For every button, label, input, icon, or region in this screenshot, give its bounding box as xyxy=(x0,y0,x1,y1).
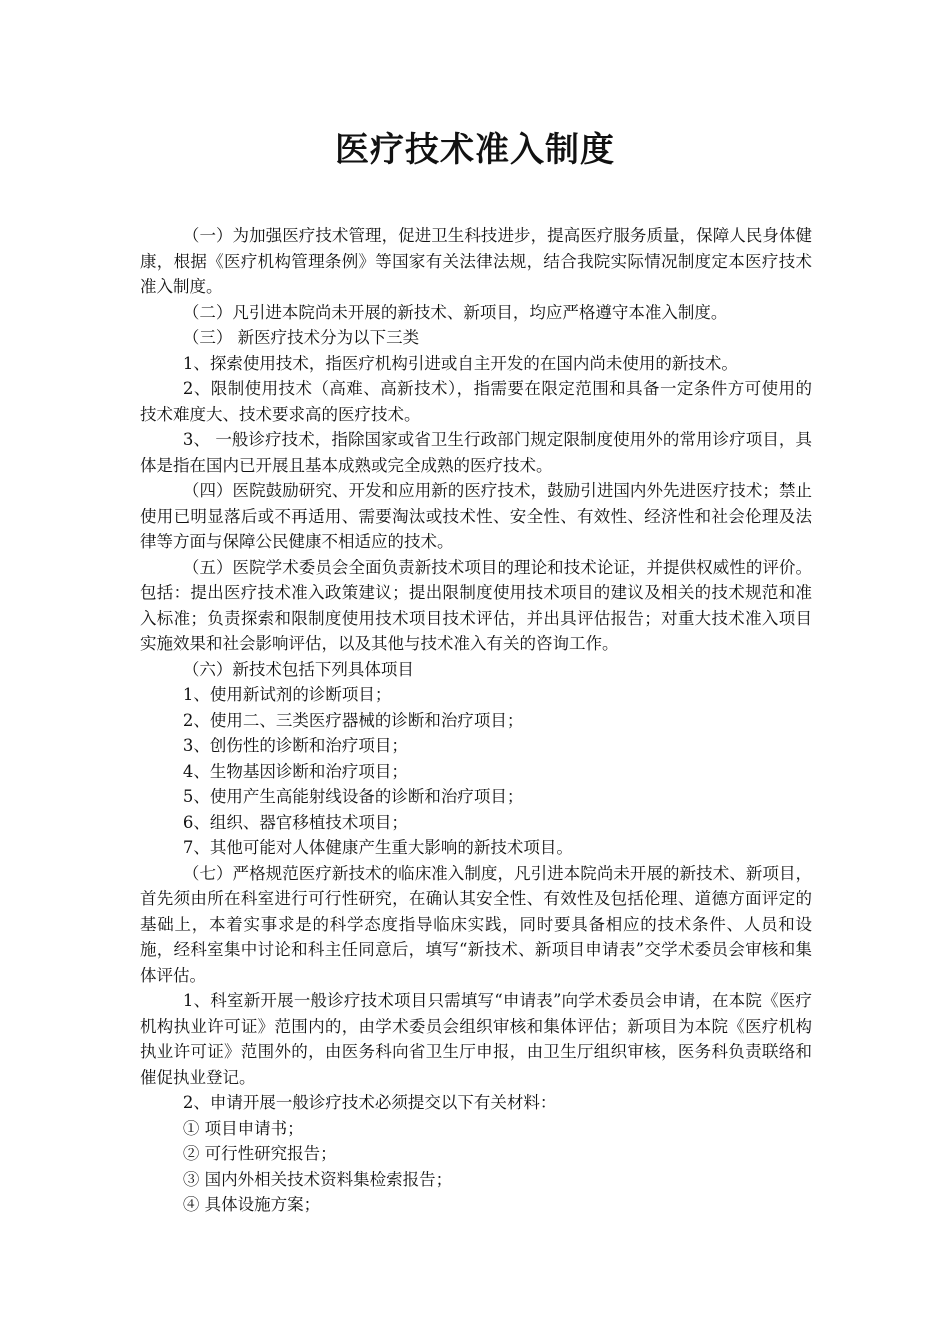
list-item: 2、使用二、三类医疗器械的诊断和治疗项目； xyxy=(182,710,524,730)
list-item: 3、创伤性的诊断和治疗项目； xyxy=(182,736,408,755)
document-body xyxy=(140,223,812,1218)
list-item: 3、 一般诊疗技术，指除国家或省卫生行政部门规定限制度使用外的常用诊疗项目，具体是指在国内已开展且基本成熟或完全成熟的医疗技术。 xyxy=(140,430,812,475)
list-item: ④ 具体设施方案； xyxy=(182,1195,321,1214)
list-item: 1、使用新试剂的诊断项目； xyxy=(182,685,392,704)
list-item: 5、使用产生高能射线设备的诊断和治疗项目； xyxy=(182,787,524,806)
list-item: 1、探索使用技术，指医疗机构引进或自主开发的在国内尚未使用的新技术。 xyxy=(182,353,738,373)
paragraph-6: （六）新技术包括下列具体项目 xyxy=(182,659,414,679)
list-item: 7、其他可能对人体健康产生重大影响的新技术项目。 xyxy=(182,838,573,857)
paragraph-2: （二）凡引进本院尚未开展的新技术、新项目，均应严格遵守本准入制度。 xyxy=(182,302,728,322)
list-item: ① 项目申请书； xyxy=(182,1118,304,1138)
list-item: 4、生物基因诊断和治疗项目； xyxy=(182,761,408,781)
paragraph-3: （三） 新医疗技术分为以下三类 xyxy=(182,328,420,347)
paragraph-1: （一）为加强医疗技术管理，促进卫生科技进步，提高医疗服务质量，保障人民身体健康，根据《医疗机构管理条例》等国家有关法律法规，结合我院实际情况制度定本医疗技术准入制度。 xyxy=(140,226,812,296)
paragraph-5: （五）医院学术委员会全面负责新技术项目的理论和技术论证，并提供权威性的评价。包括：提出医疗技术准入政策建议；提出限制度使用技术项目的建议及相关的技术规范和准入标准；负责探索和限制度使用技术项目技术评估，并出具评估报告；对重大技术准入项目实施效果和社会影响评估，以及其他与技术准入有关的咨询工作。 xyxy=(140,557,812,653)
list-item: 1、科室新开展一般诊疗技术项目只需填写“申请表”向学术委员会申请，在本院《医疗机构执业许可证》范围内的，由学术委员会组织审核和集体评估；新项目为本院《医疗机构执业许可证》范围外的，由医务科向省卫生厅申报，由卫生厅组织审核，医务科负责联络和催促执业登记。 xyxy=(140,991,812,1087)
list-item: ③ 国内外相关技术资料集检索报告； xyxy=(182,1169,453,1189)
list-item: 6、组织、器官移植技术项目； xyxy=(182,812,408,832)
paragraph-4: （四）医院鼓励研究、开发和应用新的医疗技术，鼓励引进国内外先进医疗技术；禁止使用已明显落后或不再适用、需要淘汰或技术性、安全性、有效性、经济性和社会伦理及法律等方面与保障公民健康不相适应的技术。 xyxy=(140,481,812,551)
list-item: ② 可行性研究报告； xyxy=(182,1144,337,1163)
list-item: 2、限制使用技术（高难、高新技术），指需要在限定范围和具备一定条件方可使用的技术难度大、技术要求高的医疗技术。 xyxy=(140,379,812,424)
list-item: 2、申请开展一般诊疗技术必须提交以下有关材料： xyxy=(182,1093,557,1112)
paragraph-7: （七）严格规范医疗新技术的临床准入制度，凡引进本院尚未开展的新技术、新项目，首先须由所在科室进行可行性研究，在确认其安全性、有效性及包括伦理、道德方面评定的基础上，本着实事求是的科学态度指导临床实践，同时要具备相应的技术条件、人员和设施，经科室集中讨论和科主任同意后，填写“新技术、新项目申请表”交学术委员会审核和集体评估。 xyxy=(140,863,812,985)
document-title: 医疗技术准入制度 xyxy=(335,130,615,170)
